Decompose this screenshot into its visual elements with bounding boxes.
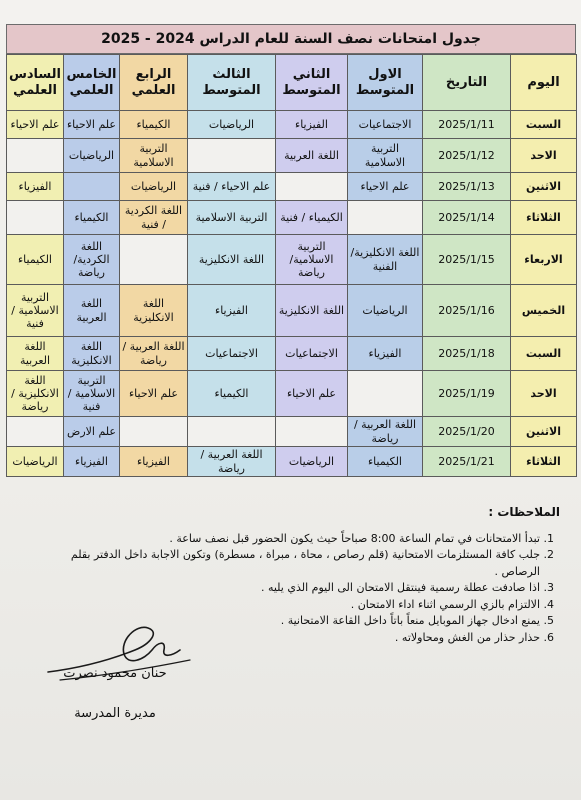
- day-cell: الثلاثاء: [511, 201, 577, 235]
- notes-title: الملاحظات :: [488, 505, 560, 519]
- subject-cell-g6: علم الاحياء: [7, 111, 64, 139]
- subject-cell-g4: التربية الاسلامية: [120, 139, 188, 173]
- subject-cell-g4: الكيمياء: [120, 111, 188, 139]
- day-cell: الاحد: [511, 139, 577, 173]
- subject-cell-g5: علم الاحياء: [64, 111, 120, 139]
- subject-cell-g5: اللغة الانكليزية: [64, 337, 120, 371]
- subject-cell-g4: الفيزياء: [120, 447, 188, 477]
- table-row: [7, 285, 577, 337]
- subject-cell-g5: الفيزياء: [64, 447, 120, 477]
- subject-cell-g1: اللغة العربية / رياضة: [348, 417, 423, 447]
- subject-cell-g5: اللغة العربية: [64, 285, 120, 337]
- date-cell: 2025/1/21: [423, 447, 511, 477]
- subject-cell-g1: اللغة الانكليزية/ الفنية: [348, 235, 423, 285]
- subject-cell-g1: الاجتماعيات: [348, 111, 423, 139]
- subject-cell-g3: [188, 139, 276, 173]
- header-grade-3: الثالث المتوسط: [188, 55, 276, 111]
- subject-cell-g6: التربية الاسلامية / فنية: [7, 285, 64, 337]
- signature-name: حنان محمود نصرت: [63, 666, 167, 681]
- table-row: [7, 337, 577, 371]
- subject-cell-g4: اللغة الكردية / فنية: [120, 201, 188, 235]
- subject-cell-g1: الفيزياء: [348, 337, 423, 371]
- note-item: 3. اذا صادفت عطلة رسمية فينتقل الامتحان الى اليوم الذي يليه .: [40, 580, 540, 597]
- subject-cell-g1: علم الاحياء: [348, 173, 423, 201]
- subject-cell-g1: التربية الاسلامية: [348, 139, 423, 173]
- date-cell: 2025/1/13: [423, 173, 511, 201]
- subject-cell-g6: [7, 139, 64, 173]
- subject-cell-g5: [64, 173, 120, 201]
- subject-cell-g3: الكيمياء: [188, 371, 276, 417]
- subject-cell-g2: اللغة العربية: [276, 139, 348, 173]
- header-grade-6: السادس العلمي: [7, 55, 64, 111]
- note-item: 6. حذار حذار من الغش ومحاولاته .: [40, 630, 540, 647]
- day-cell: الخميس: [511, 285, 577, 337]
- subject-cell-g2: اللغة الانكليزية: [276, 285, 348, 337]
- subject-cell-g3: اللغة الانكليزية: [188, 235, 276, 285]
- subject-cell-g6: اللغة الانكليزية / رياضة: [7, 371, 64, 417]
- table-row: [7, 111, 577, 139]
- signature-title: مديرة المدرسة: [74, 706, 156, 721]
- header-grade-1: الاول المتوسط: [348, 55, 423, 111]
- subject-cell-g3: الرياضيات: [188, 111, 276, 139]
- header-grade-5: الخامس العلمي: [64, 55, 120, 111]
- date-cell: 2025/1/15: [423, 235, 511, 285]
- subject-cell-g2: الاجتماعيات: [276, 337, 348, 371]
- day-cell: الاثنين: [511, 173, 577, 201]
- note-item: 1. تبدأ الامتحانات في تمام الساعة 8:00 صباحاً حيث يكون الحضور قبل نصف ساعة .: [40, 531, 540, 548]
- day-cell: السبت: [511, 337, 577, 371]
- subject-cell-g5: الكيمياء: [64, 201, 120, 235]
- subject-cell-g2: التربية الاسلامية/ رياضة: [276, 235, 348, 285]
- table-row: [7, 139, 577, 173]
- subject-cell-g4: علم الاحياء: [120, 371, 188, 417]
- subject-cell-g5: الرياضيات: [64, 139, 120, 173]
- subject-cell-g2: [276, 417, 348, 447]
- subject-cell-g3: الاجتماعيات: [188, 337, 276, 371]
- subject-cell-g6: الكيمياء: [7, 235, 64, 285]
- schedule-title: جدول امتحانات نصف السنة للعام الدراس 2024 - 2025: [6, 24, 576, 54]
- subject-cell-g4: اللغة العربية / رياضة: [120, 337, 188, 371]
- subject-cell-g1: [348, 371, 423, 417]
- note-item: 4. الالتزام بالزي الرسمي اثناء اداء الامتحان .: [40, 597, 540, 614]
- subject-cell-g4: اللغة الانكليزية: [120, 285, 188, 337]
- note-item: 5. يمنع ادخال جهاز الموبايل منعاً باتاً داخل القاعة الامتحانية .: [40, 613, 540, 630]
- date-cell: 2025/1/11: [423, 111, 511, 139]
- subject-cell-g6: [7, 201, 64, 235]
- header-day: اليوم: [511, 55, 577, 111]
- date-cell: 2025/1/16: [423, 285, 511, 337]
- table-row: [7, 447, 577, 477]
- subject-cell-g6: الرياضيات: [7, 447, 64, 477]
- table-header-row: [7, 55, 577, 111]
- subject-cell-g4: الرياضيات: [120, 173, 188, 201]
- subject-cell-g2: الفيزياء: [276, 111, 348, 139]
- subject-cell-g6: [7, 417, 64, 447]
- subject-cell-g1: الكيمياء: [348, 447, 423, 477]
- table-row: [7, 173, 577, 201]
- table-row: [7, 371, 577, 417]
- schedule-table: [6, 54, 577, 477]
- subject-cell-g2: الكيمياء / فنية: [276, 201, 348, 235]
- date-cell: 2025/1/12: [423, 139, 511, 173]
- handwritten-signature: [40, 610, 200, 700]
- subject-cell-g5: اللغة الكردية/ رياضة: [64, 235, 120, 285]
- subject-cell-g2: علم الاحياء: [276, 371, 348, 417]
- date-cell: 2025/1/18: [423, 337, 511, 371]
- day-cell: الاحد: [511, 371, 577, 417]
- subject-cell-g3: علم الاحياء / فنية: [188, 173, 276, 201]
- subject-cell-g2: الرياضيات: [276, 447, 348, 477]
- table-row: [7, 417, 577, 447]
- day-cell: الاربعاء: [511, 235, 577, 285]
- subject-cell-g1: [348, 201, 423, 235]
- date-cell: 2025/1/14: [423, 201, 511, 235]
- subject-cell-g4: [120, 417, 188, 447]
- subject-cell-g5: التربية الاسلامية / فنية: [64, 371, 120, 417]
- header-grade-4: الرابع العلمي: [120, 55, 188, 111]
- date-cell: 2025/1/19: [423, 371, 511, 417]
- subject-cell-g3: التربية الاسلامية: [188, 201, 276, 235]
- subject-cell-g3: [188, 417, 276, 447]
- day-cell: السبت: [511, 111, 577, 139]
- subject-cell-g2: [276, 173, 348, 201]
- subject-cell-g6: الفيزياء: [7, 173, 64, 201]
- day-cell: الثلاثاء: [511, 447, 577, 477]
- table-row: [7, 235, 577, 285]
- subject-cell-g1: الرياضيات: [348, 285, 423, 337]
- subject-cell-g5: علم الارض: [64, 417, 120, 447]
- subject-cell-g3: الفيزياء: [188, 285, 276, 337]
- subject-cell-g4: [120, 235, 188, 285]
- table-row: [7, 201, 577, 235]
- header-date: التاريخ: [423, 55, 511, 111]
- subject-cell-g6: اللغة العربية: [7, 337, 64, 371]
- date-cell: 2025/1/20: [423, 417, 511, 447]
- subject-cell-g3: اللغة العربية / رياضة: [188, 447, 276, 477]
- note-item: 2. جلب كافة المستلزمات الامتحانية (قلم رصاص ، محاة ، مبراة ، مسطرة) وتكون الاجابة داخل الدفتر بقلم الرصاص .: [40, 547, 540, 580]
- day-cell: الاثنين: [511, 417, 577, 447]
- header-grade-2: الثاني المتوسط: [276, 55, 348, 111]
